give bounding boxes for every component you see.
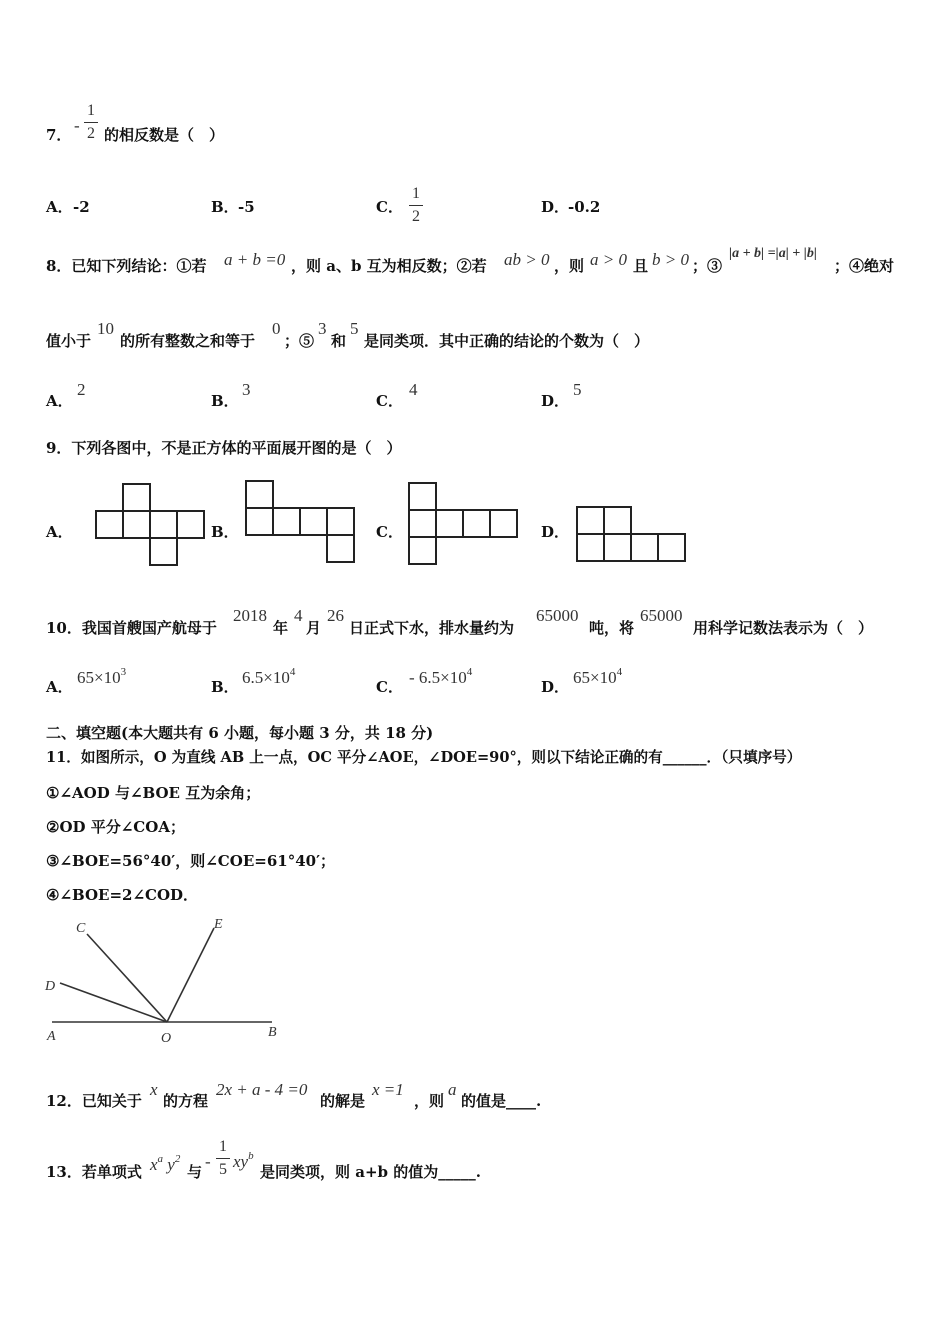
q10-text-b: 年 (273, 619, 289, 637)
q7-fraction-numerator: 1 (87, 102, 95, 119)
q10-option-a-value: $65\times 10^3$ (77, 666, 127, 687)
q12-equation: 2x + a - 4 =0 (216, 1080, 308, 1099)
q10-text-f: 用科学记数法表示为（ ） (693, 619, 874, 637)
q10-option-b-value: $6.5\times 10^4$ (242, 666, 296, 687)
q8-line2-c: ；⑤ (284, 332, 315, 350)
q7-number: 7． (46, 126, 72, 144)
q8-line2-d: 和 (331, 332, 347, 350)
q8-math-1: a + b =0 (224, 250, 286, 269)
q10-option-c-label: C． (376, 678, 403, 696)
q7-option-d-label: D． (541, 198, 570, 216)
q10-option-b-label: B． (211, 678, 239, 696)
q8-line1-b: ，则 a、b 互为相反数；②若 (291, 257, 487, 275)
q9-option-c-label: C． (376, 523, 403, 541)
q10-text-c: 月 (306, 619, 322, 637)
q13-minus: - (205, 1152, 211, 1171)
q8-math-6: 10 (97, 319, 114, 338)
q7-fraction-denominator: 2 (87, 125, 95, 142)
q13-monomial-2: $xy^b$ (233, 1150, 254, 1171)
q9-option-a-label: A． (46, 523, 73, 541)
q8-line1-c: ，则 (554, 257, 585, 275)
q12-text-a: 12．已知关于 (46, 1092, 142, 1110)
q11-angle-figure (44, 912, 284, 1047)
q8-math-9: 5 (350, 319, 359, 338)
q9-option-b-label: B． (211, 523, 239, 541)
q8-option-b-value: 3 (242, 380, 251, 399)
section-heading: 二、填空题(本大题共有 6 小题，每小题 3 分，共 18 分) (46, 724, 434, 742)
q10-text-d: 日正式下水，排水量约为 (349, 619, 515, 637)
q10-day: 26 (327, 606, 344, 625)
label-o: O (161, 1031, 172, 1046)
q10-year: 2018 (233, 606, 267, 625)
q8-option-d-label: D． (541, 392, 570, 410)
q7-stem: 的相反数是（ ） (104, 126, 225, 144)
q10-number-1: 65000 (536, 606, 579, 625)
q13-fraction (216, 1139, 230, 1178)
label-a: A (47, 1029, 56, 1044)
q7-option-c-numerator: 1 (412, 185, 420, 202)
label-e: E (214, 917, 223, 932)
q8-math-8: 3 (318, 319, 327, 338)
q8-math-4: b > 0 (652, 250, 689, 269)
q10-number-2: 65000 (640, 606, 683, 625)
q8-math-7: 0 (272, 319, 281, 338)
q13-fraction-numerator: 1 (219, 1138, 227, 1155)
q8-math-5: |a + b| =|a| + |b| (729, 246, 817, 261)
q12-text-b: 的方程 (163, 1092, 209, 1110)
label-c: C (76, 921, 86, 936)
q12-variable-a: a (448, 1080, 457, 1099)
q11-stem: 11．如图所示，O 为直线 AB 上一点，OC 平分∠AOE，∠DOE=90°，则以下结论正确的有______．（只填序号） (46, 749, 802, 766)
ray-oc (87, 934, 167, 1022)
q13-monomial-1: $x^a$ $y^2$ (150, 1153, 181, 1174)
q8-option-c-value: 4 (409, 380, 418, 399)
q8-line1-f: ；④绝对 (834, 257, 895, 275)
q9-net-b (245, 480, 357, 564)
q9-net-d (576, 506, 688, 564)
q8-math-3: a > 0 (590, 250, 627, 269)
q7-option-b-value: -5 (238, 198, 255, 216)
q10-option-d-value: $65\times 10^4$ (573, 666, 623, 687)
q11-statement-1: ①∠AOD 与∠BOE 互为余角； (46, 784, 261, 802)
q12-text-c: 的解是 (320, 1092, 366, 1110)
q9-net-c (408, 482, 520, 566)
q11-statement-4: ④∠BOE=2∠COD． (46, 886, 199, 904)
q10-option-a-label: A． (46, 678, 73, 696)
q8-line1-a: 8．已知下列结论：①若 (46, 257, 207, 275)
ray-od (60, 983, 167, 1022)
q12-text-d: ，则 (414, 1092, 445, 1110)
q8-line1-d: 且 (633, 257, 649, 275)
q8-line1-e: ；③ (692, 257, 723, 275)
q8-line2-a: 值小于 (46, 332, 92, 350)
q8-line2-e: 是同类项．其中正确的结论的个数为（ ） (364, 332, 650, 350)
q8-option-a-label: A． (46, 392, 73, 410)
q10-text-e: 吨，将 (589, 619, 635, 637)
q8-option-a-value: 2 (77, 380, 86, 399)
q10-month: 4 (294, 606, 303, 625)
q10-text-a: 10．我国首艘国产航母于 (46, 619, 217, 637)
q8-option-b-label: B． (211, 392, 239, 410)
q9-option-d-label: D． (541, 523, 570, 541)
q7-option-c-label: C． (376, 198, 403, 216)
q12-solution: x =1 (372, 1080, 404, 1099)
q7-option-c-fraction (409, 186, 423, 225)
ray-oe (167, 928, 214, 1022)
q7-option-c-denominator: 2 (412, 208, 420, 225)
q7-minus: - (74, 116, 80, 135)
q7-fraction (84, 103, 98, 142)
q10-option-d-label: D． (541, 678, 570, 696)
q7-option-b-label: B． (211, 198, 239, 216)
q13-fraction-denominator: 5 (219, 1161, 227, 1178)
q9-net-a (95, 483, 207, 567)
q8-option-d-value: 5 (573, 380, 582, 399)
label-b: B (268, 1025, 277, 1040)
q8-line2-b: 的所有整数之和等于 (120, 332, 256, 350)
q7-option-a-value: -2 (73, 198, 90, 216)
q12-variable-x: x (150, 1080, 158, 1099)
q9-stem: 9．下列各图中，不是正方体的平面展开图的是（ ） (46, 439, 402, 457)
q13-text-a: 13．若单项式 (46, 1163, 142, 1181)
q11-statement-2: ②OD 平分∠COA； (46, 818, 185, 836)
q8-math-2: ab > 0 (504, 250, 550, 269)
label-d: D (45, 979, 56, 994)
q12-text-e: 的值是____. (461, 1092, 542, 1110)
q7-option-d-value: -0.2 (568, 198, 601, 216)
q10-option-c-value: - $6.5\times 10^4$ (409, 666, 473, 687)
q7-option-a-label: A． (46, 198, 73, 216)
q11-statement-3: ③∠BOE=56°40′，则∠COE=61°40′； (46, 852, 336, 870)
q13-text-b: 与 (187, 1163, 203, 1181)
q8-option-c-label: C． (376, 392, 403, 410)
q13-text-c: 是同类项，则 a+b 的值为_____. (260, 1163, 481, 1181)
